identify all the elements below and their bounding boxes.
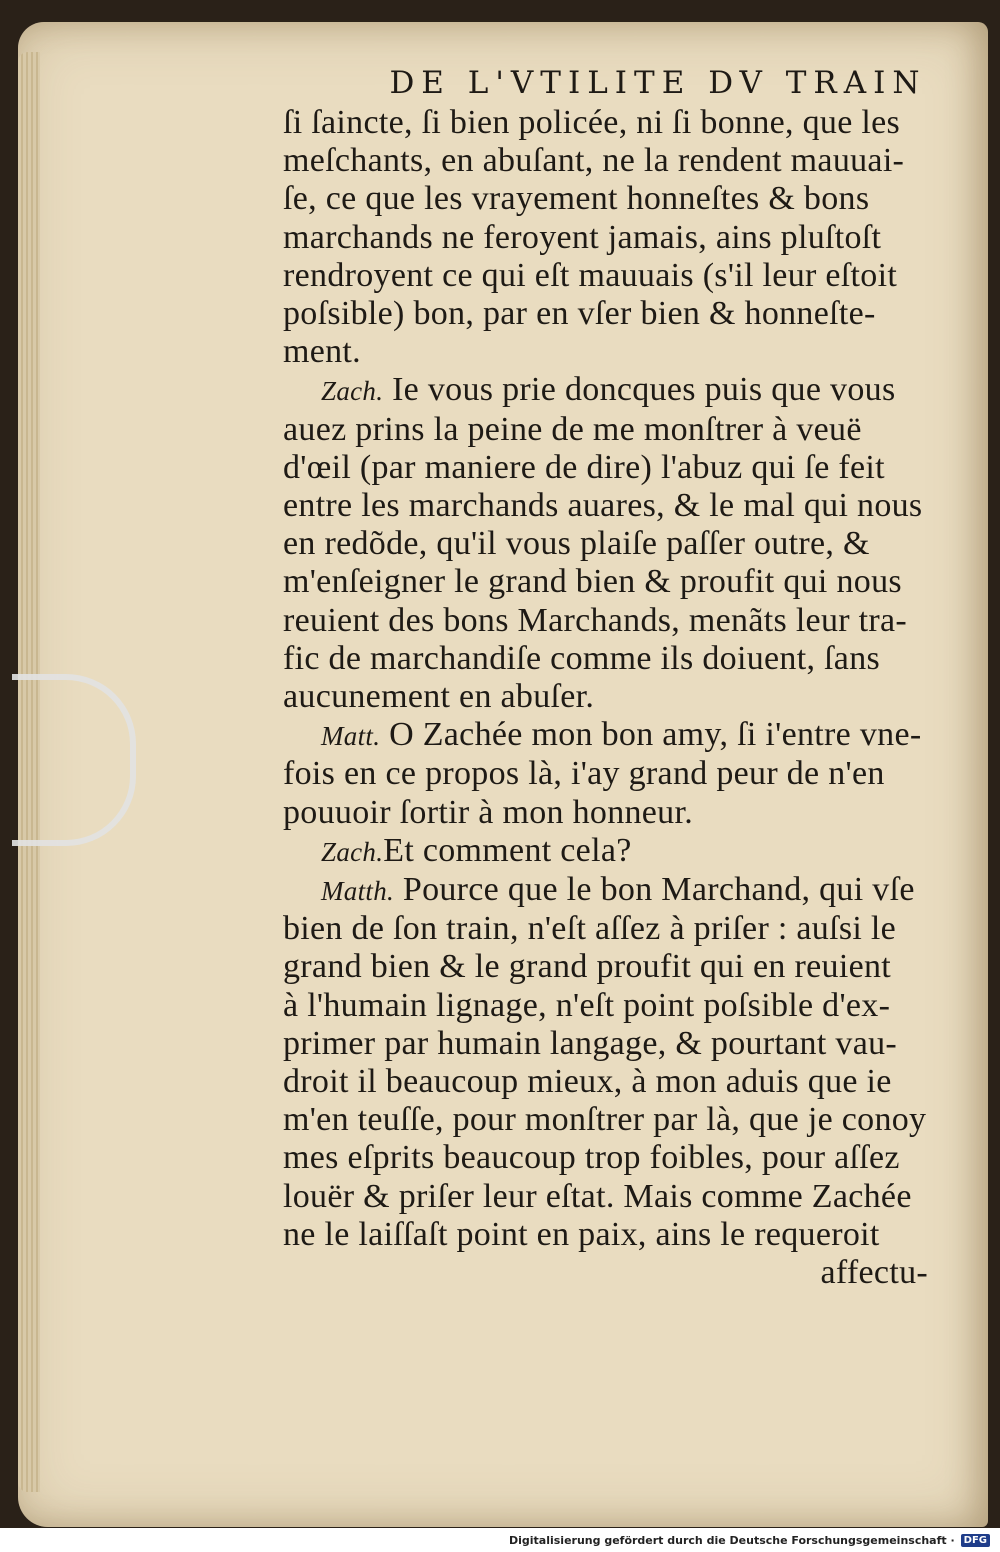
text-line: ment. bbox=[283, 333, 361, 371]
text-line: ſe, ce que les vrayement honneſtes & bons bbox=[283, 180, 870, 218]
text-line: m'enſeigner le grand bien & proufit qui nous bbox=[283, 563, 902, 601]
text-line: d'œil (par maniere de dire) l'abuz qui ſe feit bbox=[283, 448, 885, 486]
text-line: fic de marchandiſe comme ils doiuent, ſans bbox=[283, 639, 881, 677]
text-line: poſsible) bon, par en vſer bien & honneſte- bbox=[283, 295, 876, 333]
text-line: ne le laiſſaſt point en paix, ains le requeroit bbox=[283, 1215, 880, 1253]
text-line: en redõde, qu'il vous plaiſe paſſer outre, & bbox=[283, 525, 870, 563]
text-line: Zach. Ie vous prie doncques puis que vous bbox=[321, 371, 896, 409]
text-line: Matt. O Zachée mon bon amy, ſi i'entre vne- bbox=[321, 716, 922, 754]
bookmark-ribbon bbox=[12, 674, 136, 846]
text-line: ſi ſaincte, ſi bien policée, ni ſi bonne, que les bbox=[283, 104, 901, 141]
text-line: Matth. Pource que le bon Marchand, qui vſe bbox=[321, 871, 915, 909]
text-line: mes eſprits beaucoup trop foibles, pour aſſez bbox=[283, 1139, 900, 1177]
text-line: primer par humain langage, & pourtant vau- bbox=[283, 1024, 898, 1062]
speaker-label: Zach. bbox=[321, 376, 384, 407]
text-line: reuient des bons Marchands, menãts leur tra- bbox=[283, 601, 908, 639]
text-line: marchands ne feroyent jamais, ains pluſtoſt bbox=[283, 218, 882, 256]
text-line: pouuoir ſortir à mon honneur. bbox=[283, 793, 694, 831]
catchword: affectu- bbox=[820, 1254, 928, 1292]
text-line: droit il beaucoup mieux, à mon aduis que ie bbox=[283, 1063, 892, 1101]
digitization-footer bbox=[0, 1528, 1000, 1552]
running-head: DE L'VTILITE DV TRAIN bbox=[389, 65, 927, 101]
text-line: entre les marchands auares, & le mal qui nous bbox=[283, 487, 923, 525]
paragraph-5 bbox=[283, 871, 973, 1254]
speaker-label: Zach. bbox=[321, 836, 384, 867]
paragraph-2 bbox=[283, 371, 973, 716]
paragraph-3 bbox=[283, 716, 973, 832]
text-line: m'en teuſſe, pour monſtrer par là, que je conoy bbox=[283, 1101, 927, 1139]
page-text bbox=[283, 62, 973, 1292]
text-line: grand bien & le grand proufit qui en reuient bbox=[283, 948, 892, 986]
text-line: fois en ce propos là, i'ay grand peur de n'en bbox=[283, 755, 885, 793]
dfg-logo: DFG bbox=[961, 1534, 990, 1547]
text-line: Zach.Et comment cela? bbox=[321, 831, 632, 869]
text-line: meſchants, en abuſant, ne la rendent mauuai- bbox=[283, 142, 905, 180]
text-line: aucunement en abuſer. bbox=[283, 678, 595, 716]
text-line: louër & priſer leur eſtat. Mais comme Zachée bbox=[283, 1177, 912, 1215]
text-line: à l'humain lignage, n'eſt point poſsible d'ex- bbox=[283, 986, 891, 1024]
paragraph-4 bbox=[283, 832, 973, 871]
footer-credit: Digitalisierung gefördert durch die Deutsche Forschungsgemeinschaft · bbox=[508, 1533, 955, 1547]
paragraph-1 bbox=[283, 104, 973, 371]
speaker-label: Matth. bbox=[321, 876, 395, 907]
speaker-label: Matt. bbox=[321, 721, 381, 752]
text-line: rendroyent ce qui eſt mauuais (s'il leur eſtoit bbox=[283, 256, 898, 294]
text-line: bien de ſon train, n'eſt aſſez à priſer : auſsi le bbox=[283, 910, 897, 948]
text-line: auez prins la peine de me monſtrer à veuë bbox=[283, 410, 862, 448]
book-page bbox=[18, 22, 988, 1527]
